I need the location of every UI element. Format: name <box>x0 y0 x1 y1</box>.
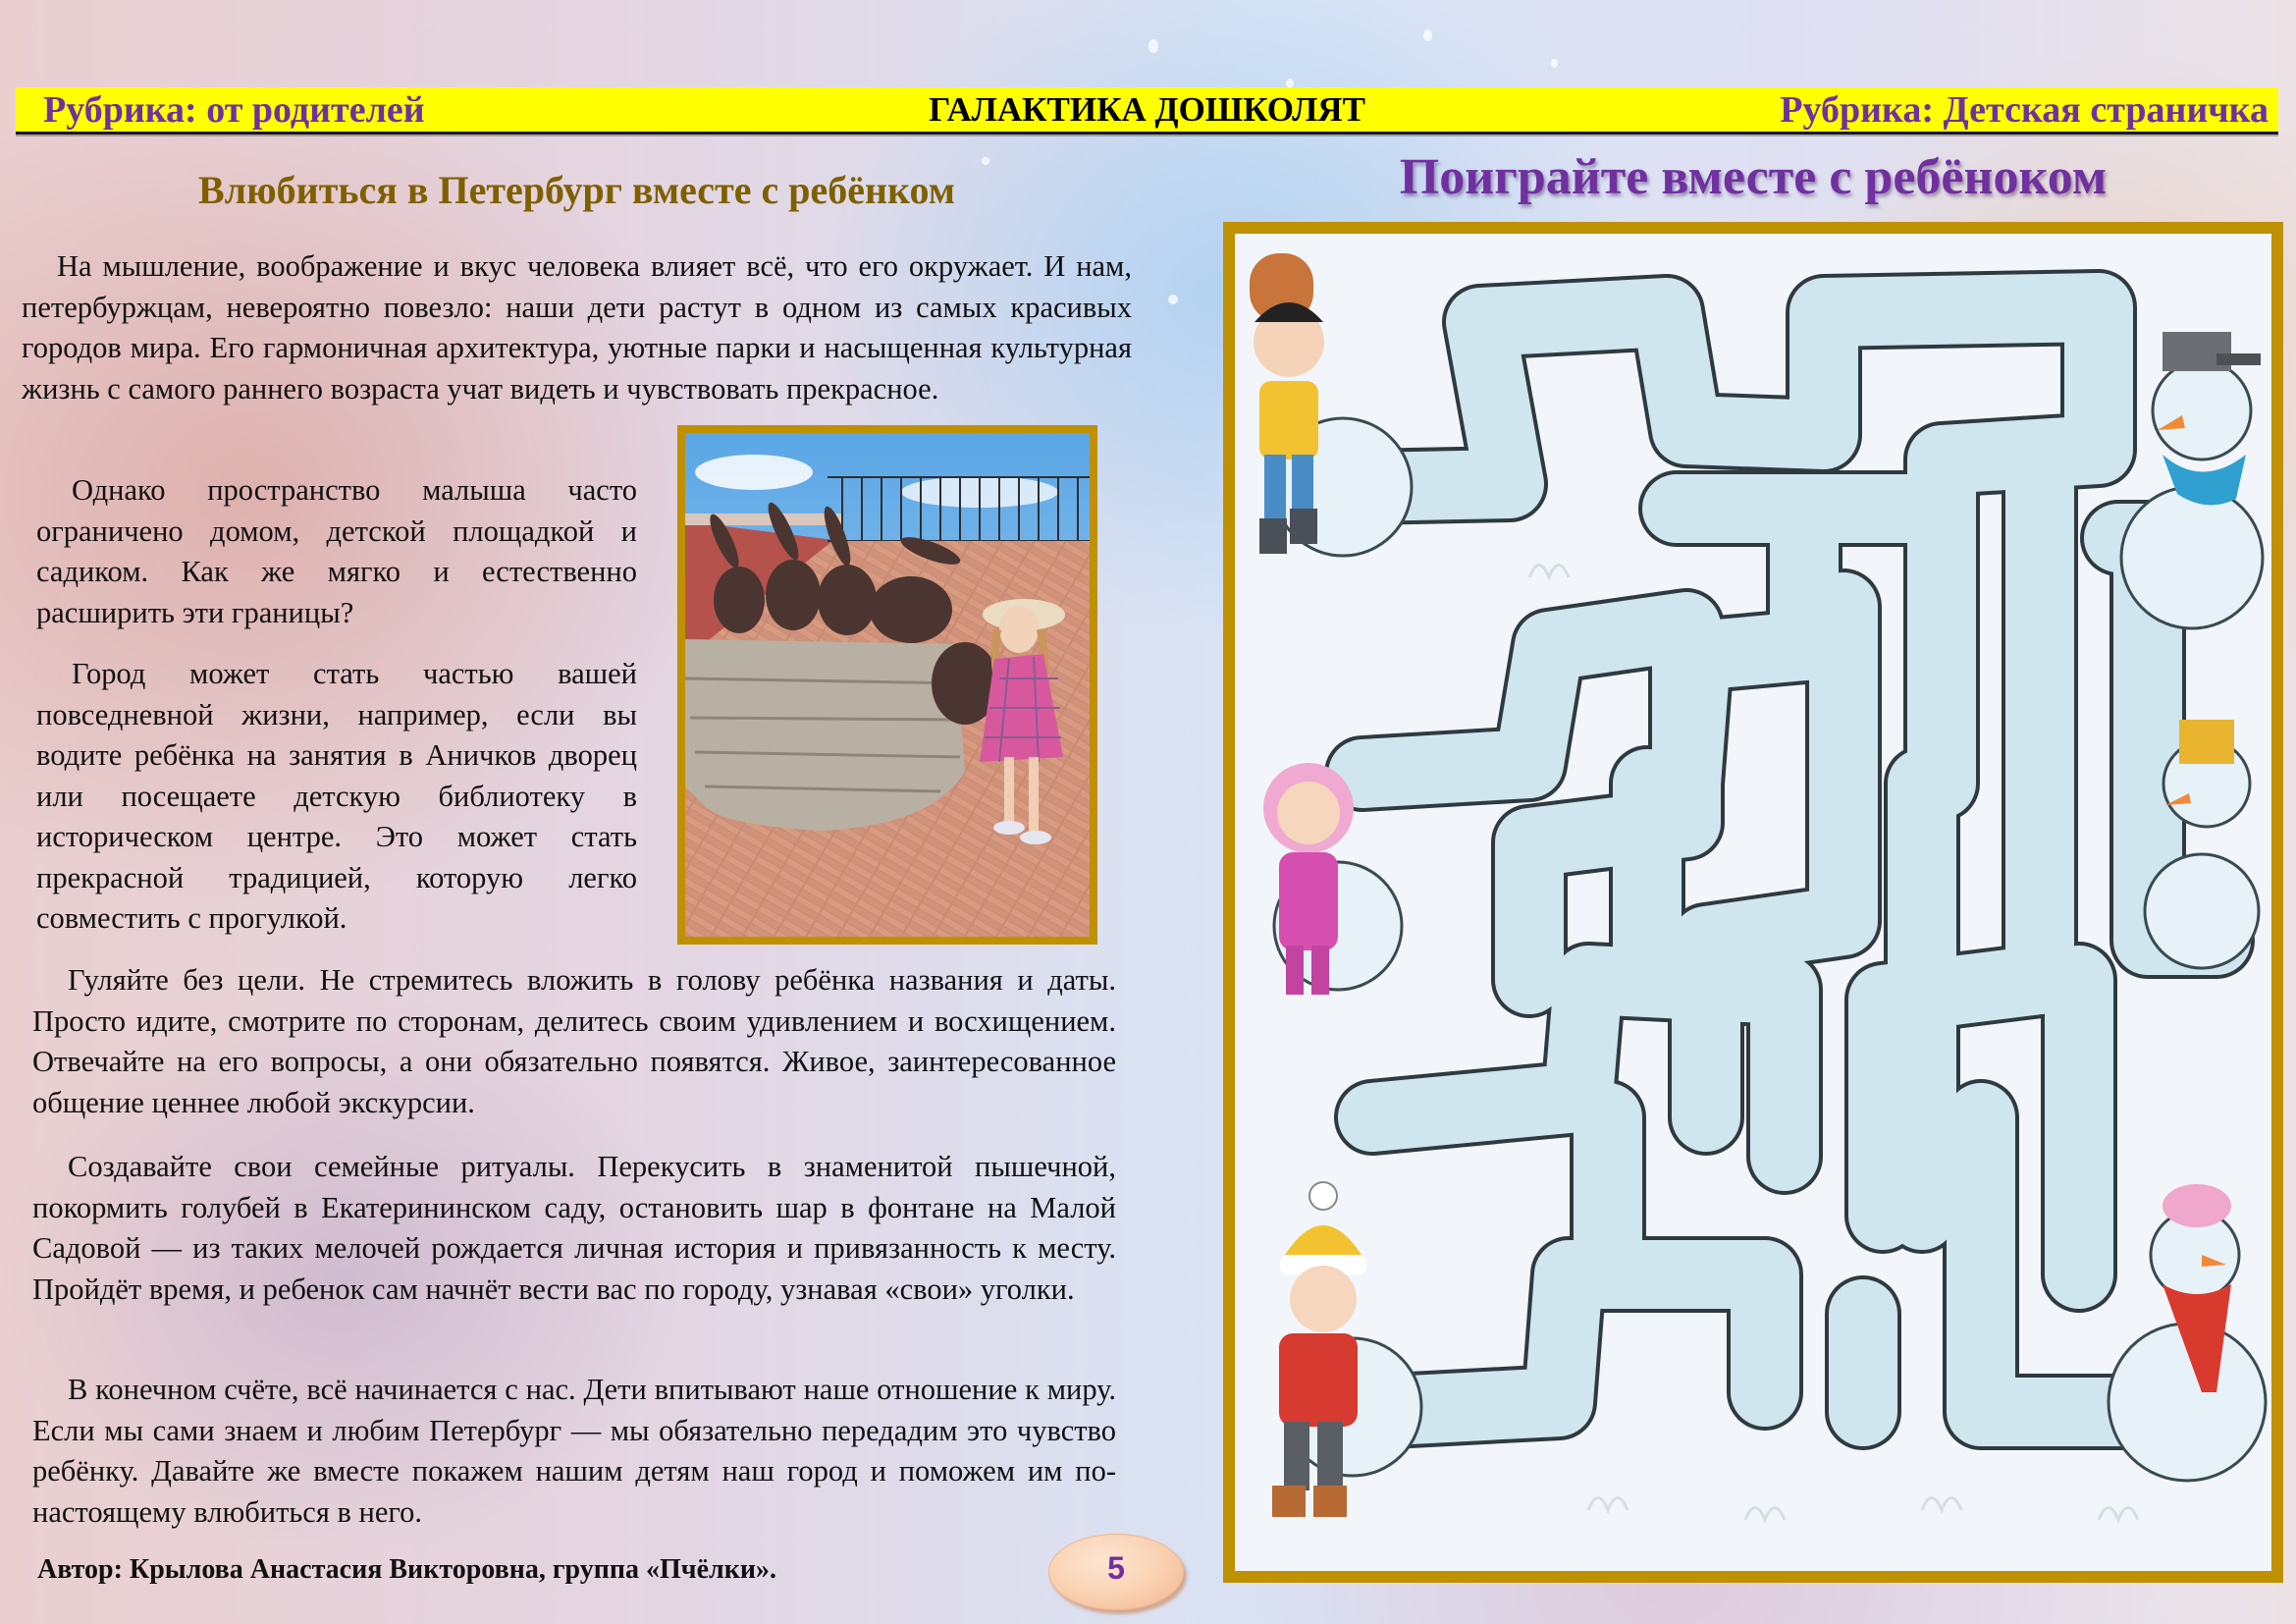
snowflake <box>1148 39 1158 53</box>
article-paragraph-2: Однако пространство малыша часто ограничено домом, детской площадкой и садиком. Как же мягко и естественно расширить эти границы? <box>36 473 637 629</box>
girl-with-hare-statue-photo <box>685 433 1090 937</box>
left-rubric: Рубрика: от родителей <box>43 89 425 131</box>
article-paragraph-5: Создавайте свои семейные ритуалы. Перекусить в знаменитой пышечной, покормить голубей в Екатерининском саду, остановить шар в фонтане на Малой Садовой — из таких мелочей рождается личная история и привязанность к месту. Пройдёт время, и ребенок сам начнёт вести вас по городу, узнавая «свои» уголки. <box>32 1150 1116 1306</box>
article-paragraph-6: В конечном счёте, всё начинается с нас. Дети впитывают наше отношение к миру. Если мы сами знаем и любим Петербург — мы обязательно передадим это чувство ребёнку. Давайте же вместе покажем нашим детям наш город и поможем им по-настоящему влюбиться в него. <box>32 1373 1116 1529</box>
game-title: Поиграйте вместе с ребёноком <box>1399 149 2108 205</box>
article-paragraph-3: Город может стать частью вашей повседневной жизни, например, если вы водите ребёнка на занятия в Аничков дворец или посещаете детскую библиотеку в историческом центре. Это может стать прекрасной традицией, которую легко совместить с прогулкой. <box>36 657 637 935</box>
article-title: Влюбиться в Петербург вместе с ребёнком <box>197 168 956 212</box>
article-photo <box>677 425 1097 945</box>
page-number-badge <box>1048 1534 1184 1610</box>
snow-maze-illustration <box>1235 234 2271 1571</box>
article-paragraph-1: На мышление, воображение и вкус человека влияет всё, что его окружает. И нам, петербуржцам, невероятно повезло: наши дети растут в одном из самых красивых городов мира. Его гармоничная архитектура, уютные парки и насыщенная культурная жизнь с самого раннего возраста учат видеть и чувствовать прекрасное. <box>22 249 1132 406</box>
snowflake <box>1551 59 1558 68</box>
snowflake <box>1423 29 1432 41</box>
author-credit: Автор: Крылова Анастасия Викторовна, группа «Пчёлки». <box>37 1554 776 1585</box>
page-number: 5 <box>1107 1550 1125 1586</box>
article-paragraph-4: Гуляйте без цели. Не стремитесь вложить в голову ребёнка названия и даты. Просто идите, смотрите по сторонам, делитесь своим удивлением и восхищением. Отвечайте на его вопросы, а они обязательно появятся. Живое, заинтересованное общение ценнее любой экскурсии. <box>32 963 1116 1119</box>
header-bar <box>16 87 2278 135</box>
snowflake <box>1168 295 1178 304</box>
right-rubric: Рубрика: Детская страничка <box>1780 89 2269 131</box>
snowflake <box>982 157 989 165</box>
maze-puzzle <box>1223 222 2283 1583</box>
magazine-title: ГАЛАКТИКА ДОШКОЛЯТ <box>929 90 1365 129</box>
